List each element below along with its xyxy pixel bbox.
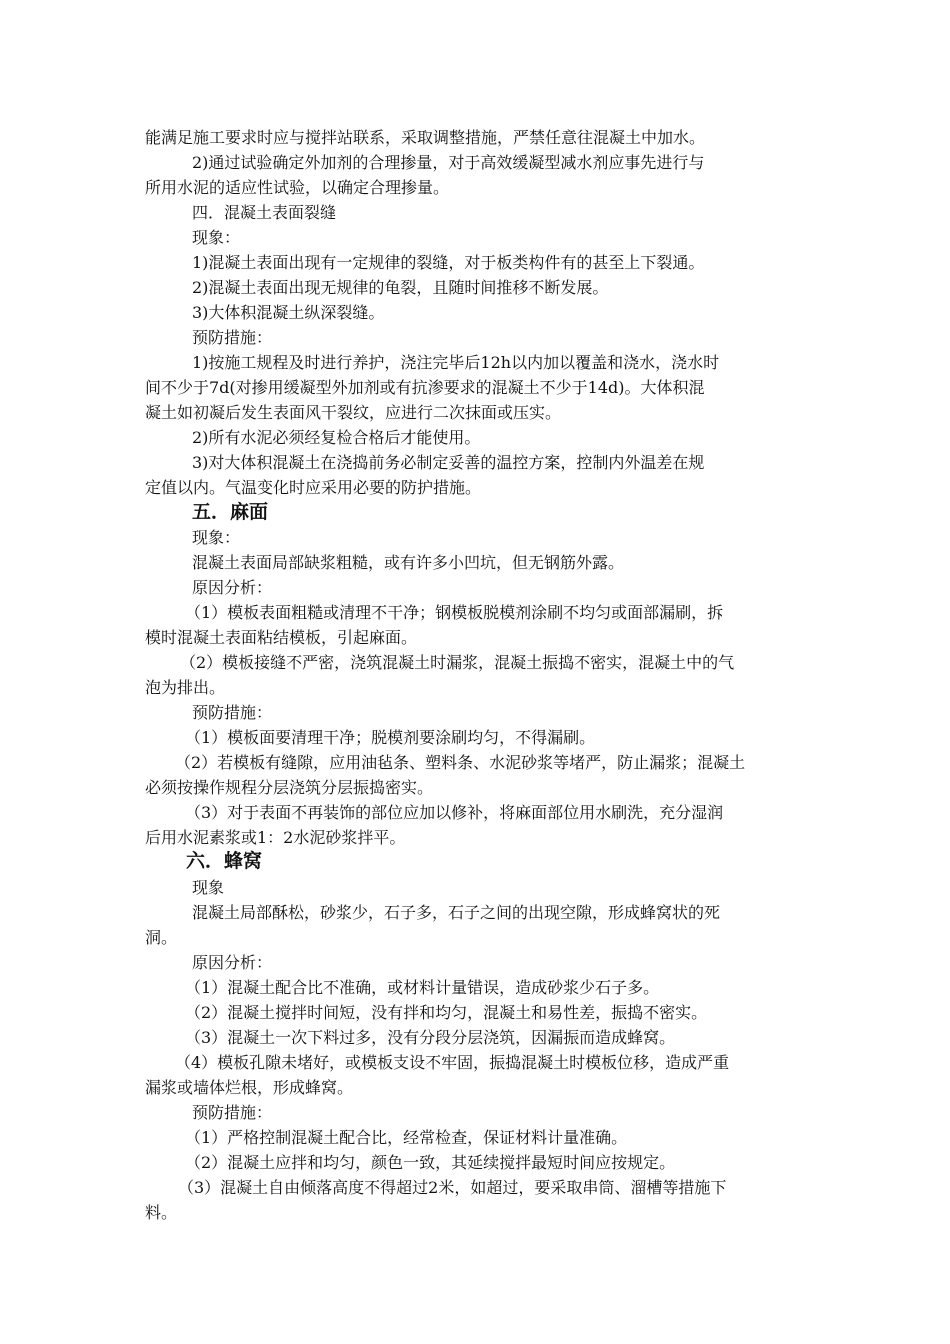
text-line: 凝土如初凝后发生表面风干裂纹，应进行二次抹面或压实。	[145, 403, 562, 422]
section-heading: 五．麻面	[192, 501, 269, 523]
text-line: 2)所有水泥必须经复检合格后才能使用。	[192, 428, 481, 447]
text-line: （2）混凝土应拌和均匀，颜色一致，其延续搅拌最短时间应按规定。	[185, 1153, 676, 1172]
text-line: 现象：	[192, 228, 241, 247]
text-line: 2)混凝土表面出现无规律的龟裂，且随时间推移不断发展。	[192, 278, 609, 297]
text-line: 泡为排出。	[145, 678, 226, 697]
text-line: （2）混凝土搅拌时间短，没有拌和均匀，混凝土和易性差，振捣不密实。	[185, 1003, 708, 1022]
text-line: 料。	[145, 1203, 178, 1222]
text-line: 必须按操作规程分层浇筑分层振捣密实。	[145, 778, 434, 797]
text-line: （2）若模板有缝隙，应用油毡条、塑料条、水泥砂浆等堵严，防止漏浆；混凝土	[175, 753, 746, 772]
text-line: （3）混凝土一次下料过多，没有分段分层浇筑，因漏振而造成蜂窝。	[185, 1028, 676, 1047]
text-line: 模时混凝土表面粘结模板，引起麻面。	[145, 628, 418, 647]
section-heading: 四．混凝土表面裂缝	[192, 203, 337, 222]
text-line: （1）模板面要清理干净；脱模剂要涂刷均匀，不得漏刷。	[185, 728, 596, 747]
text-line: （1）严格控制混凝土配合比，经常检查，保证材料计量准确。	[185, 1128, 628, 1147]
text-line: （3）对于表面不再装饰的部位应加以修补，将麻面部位用水刷洗，充分湿润	[185, 803, 724, 822]
text-line: （4）模板孔隙未堵好，或模板支设不牢固，振捣混凝土时模板位移，造成严重	[175, 1053, 730, 1072]
text-line: 能满足施工要求时应与搅拌站联系，采取调整措施，严禁任意往混凝土中加水。	[145, 128, 706, 147]
text-line: 原因分析：	[192, 953, 273, 972]
text-line: 3)大体积混凝土纵深裂缝。	[192, 303, 385, 322]
text-line: 混凝土表面局部缺浆粗糙，或有许多小凹坑，但无钢筋外露。	[192, 553, 625, 572]
section-heading: 六．蜂窝	[186, 850, 263, 872]
text-line: 原因分析：	[192, 578, 273, 597]
text-line: 现象	[192, 878, 225, 897]
text-line: 后用水泥素浆或1：2水泥砂浆拌平。	[145, 828, 406, 847]
text-line: 现象：	[192, 528, 241, 547]
text-line: （3）混凝土自由倾落高度不得超过2米，如超过，要采取串筒、溜槽等措施下	[178, 1178, 727, 1197]
text-line: 漏浆或墙体烂根，形成蜂窝。	[145, 1078, 354, 1097]
text-line: 预防措施：	[192, 703, 273, 722]
text-line: 间不少于7d(对掺用缓凝型外加剂或有抗渗要求的混凝土不少于14d)。大体积混	[145, 378, 705, 397]
text-line: 洞。	[145, 928, 178, 947]
text-line: 预防措施：	[192, 1103, 273, 1122]
text-line: （1）混凝土配合比不准确，或材料计量错误，造成砂浆少石子多。	[185, 978, 660, 997]
text-line: （1）模板表面粗糙或清理不干净；钢模板脱模剂涂刷不均匀或面部漏刷，拆	[185, 603, 724, 622]
text-line: 1)按施工规程及时进行养护，浇注完毕后12h以内加以覆盖和浇水，浇水时	[192, 353, 720, 372]
text-line: 所用水泥的适应性试验，以确定合理掺量。	[145, 178, 450, 197]
text-line: 1)混凝土表面出现有一定规律的裂缝，对于板类构件有的甚至上下裂通。	[192, 253, 705, 272]
text-line: （2）模板接缝不严密，浇筑混凝土时漏浆，混凝土振捣不密实，混凝土中的气	[180, 653, 735, 672]
text-line: 定值以内。气温变化时应采用必要的防护措施。	[145, 478, 482, 497]
text-line: 2)通过试验确定外加剂的合理掺量，对于高效缓凝型减水剂应事先进行与	[192, 153, 705, 172]
text-line: 预防措施：	[192, 328, 273, 347]
text-line: 混凝土局部酥松，砂浆少，石子多，石子之间的出现空隙，形成蜂窝状的死	[192, 903, 721, 922]
text-line: 3)对大体积混凝土在浇捣前务必制定妥善的温控方案，控制内外温差在规	[192, 453, 705, 472]
